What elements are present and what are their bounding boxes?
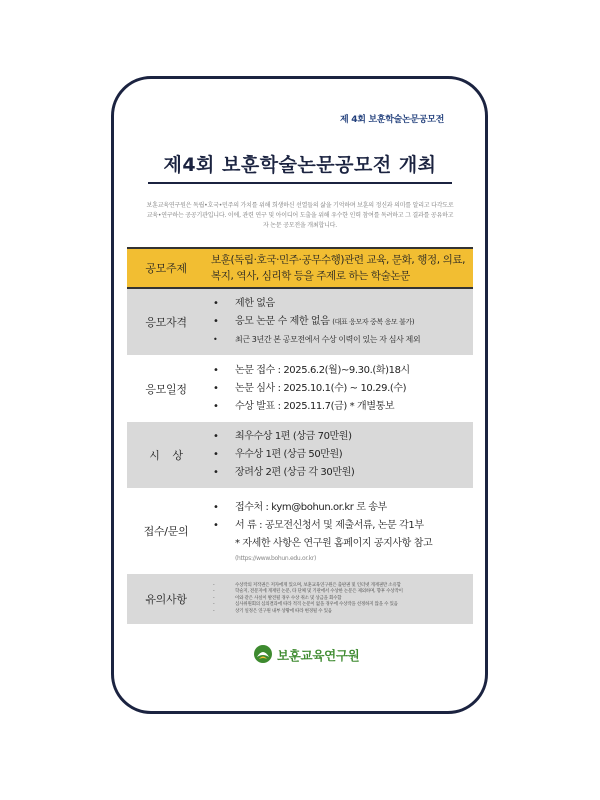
schedule-content bbox=[205, 355, 473, 422]
contact-item-2: • 서 류 : 공모전신청서 및 제출서류, 논문 각1부 bbox=[213, 517, 469, 535]
intro-paragraph: 보훈교육연구원은 독립•호국•민주의 가치를 위해 희생하신 선열들의 삶을 기억하며 보훈의 정신과 의미를 알리고 다각도로 교육•연구하는 공공기관입니다. 이에, 관련 연구 및 아이디어 도출을 위해 우수한 인력 참여를 독려하고 그 결과를 공유하고자 논문 공모전을 개최합니다. bbox=[146, 202, 454, 229]
contact-label: 접수/문의 bbox=[127, 488, 205, 574]
contact-content bbox=[205, 488, 473, 574]
eligibility-label: 응모자격 bbox=[127, 288, 205, 355]
contact-row bbox=[127, 488, 473, 574]
topic-row bbox=[127, 248, 473, 288]
topic-content bbox=[205, 248, 473, 288]
eligibility-row bbox=[127, 288, 473, 355]
note-item-1: - 수상작의 저작권은 저자에게 있으며, 보훈교육연구원은 출판권 및 인터넷 게재권만 소유함 bbox=[213, 583, 469, 590]
eligibility-item-2-note: (대표 응모자 중복 응모 불가) bbox=[332, 318, 415, 326]
note-item-4: - 심사위원회의 심의결과에 따라 적격 논문이 없을 경우에 수상작을 선정하지 않을 수 있음 bbox=[213, 602, 469, 609]
topic-text: 보훈(독립·호국·민주·공무수행)관련 교육, 문화, 행정, 의료, 복지, 역사, 심리학 등을 주제로 하는 학술논문 bbox=[211, 254, 466, 282]
eligibility-item-1: • 제한 없음 bbox=[213, 295, 469, 313]
eligibility-item-2 bbox=[213, 313, 469, 331]
note-item-5: - 상기 일정은 연구원 내부 상황에 따라 변경될 수 있음 bbox=[213, 609, 469, 616]
notes-row bbox=[127, 574, 473, 624]
eligibility-item-3: • 최근 3년간 본 공모전에서 수상 이력이 있는 자 심사 제외 bbox=[213, 331, 469, 349]
info-table bbox=[127, 247, 473, 624]
page-title: 제4회 보훈학술논문공모전 개최 bbox=[163, 154, 437, 176]
notes-content bbox=[205, 574, 473, 624]
org-logo bbox=[253, 644, 360, 664]
topic-label: 공모주제 bbox=[127, 248, 205, 288]
eligibility-item-2-main: 응모 논문 수 제한 없음 bbox=[235, 316, 333, 327]
note-item-2: - 학술지, 전문지에 게재된 논문, 타 단체 및 기관에서 수상한 논문은 제외하며, 향후 수상작이 bbox=[213, 589, 469, 596]
schedule-item-1: • 논문 접수 : 2025.6.2(월)~9.30.(화)18시 bbox=[213, 362, 469, 380]
schedule-label: 응모일정 bbox=[127, 355, 205, 422]
eligibility-content bbox=[205, 288, 473, 355]
schedule-row bbox=[127, 355, 473, 422]
awards-content bbox=[205, 422, 473, 488]
awards-item-3: • 장려상 2편 (상금 각 30만원) bbox=[213, 464, 469, 482]
contact-sub-note: * 자세한 사항은 연구원 홈페이지 공지사항 참고 bbox=[235, 538, 433, 549]
org-name: 보훈교육연구원 bbox=[277, 648, 360, 663]
awards-item-2: • 우수상 1편 (상금 50만원) bbox=[213, 446, 469, 464]
note-item-3: - 이와 같은 사실이 발견될 경우 수상 취소 및 상금을 회수함 bbox=[213, 596, 469, 603]
awards-row bbox=[127, 422, 473, 488]
top-tag: 제 4회 보훈학술논문공모전 bbox=[340, 115, 444, 125]
awards-label: 시 상 bbox=[127, 422, 205, 488]
contact-item-1: • 접수처 : kym@bohun.or.kr 로 송부 bbox=[213, 499, 469, 517]
leaf-emblem-icon bbox=[253, 644, 273, 664]
notes-label: 유의사항 bbox=[127, 574, 205, 624]
schedule-item-2: • 논문 심사 : 2025.10.1(수) ~ 10.29.(수) bbox=[213, 380, 469, 398]
awards-item-1: • 최우수상 1편 (상금 70만원) bbox=[213, 428, 469, 446]
homepage-url: (https://www.bohun.edu.or.kr) bbox=[235, 555, 317, 562]
title-underline bbox=[148, 182, 452, 184]
schedule-item-3: • 수상 발표 : 2025.11.7(금) * 개별통보 bbox=[213, 398, 469, 416]
